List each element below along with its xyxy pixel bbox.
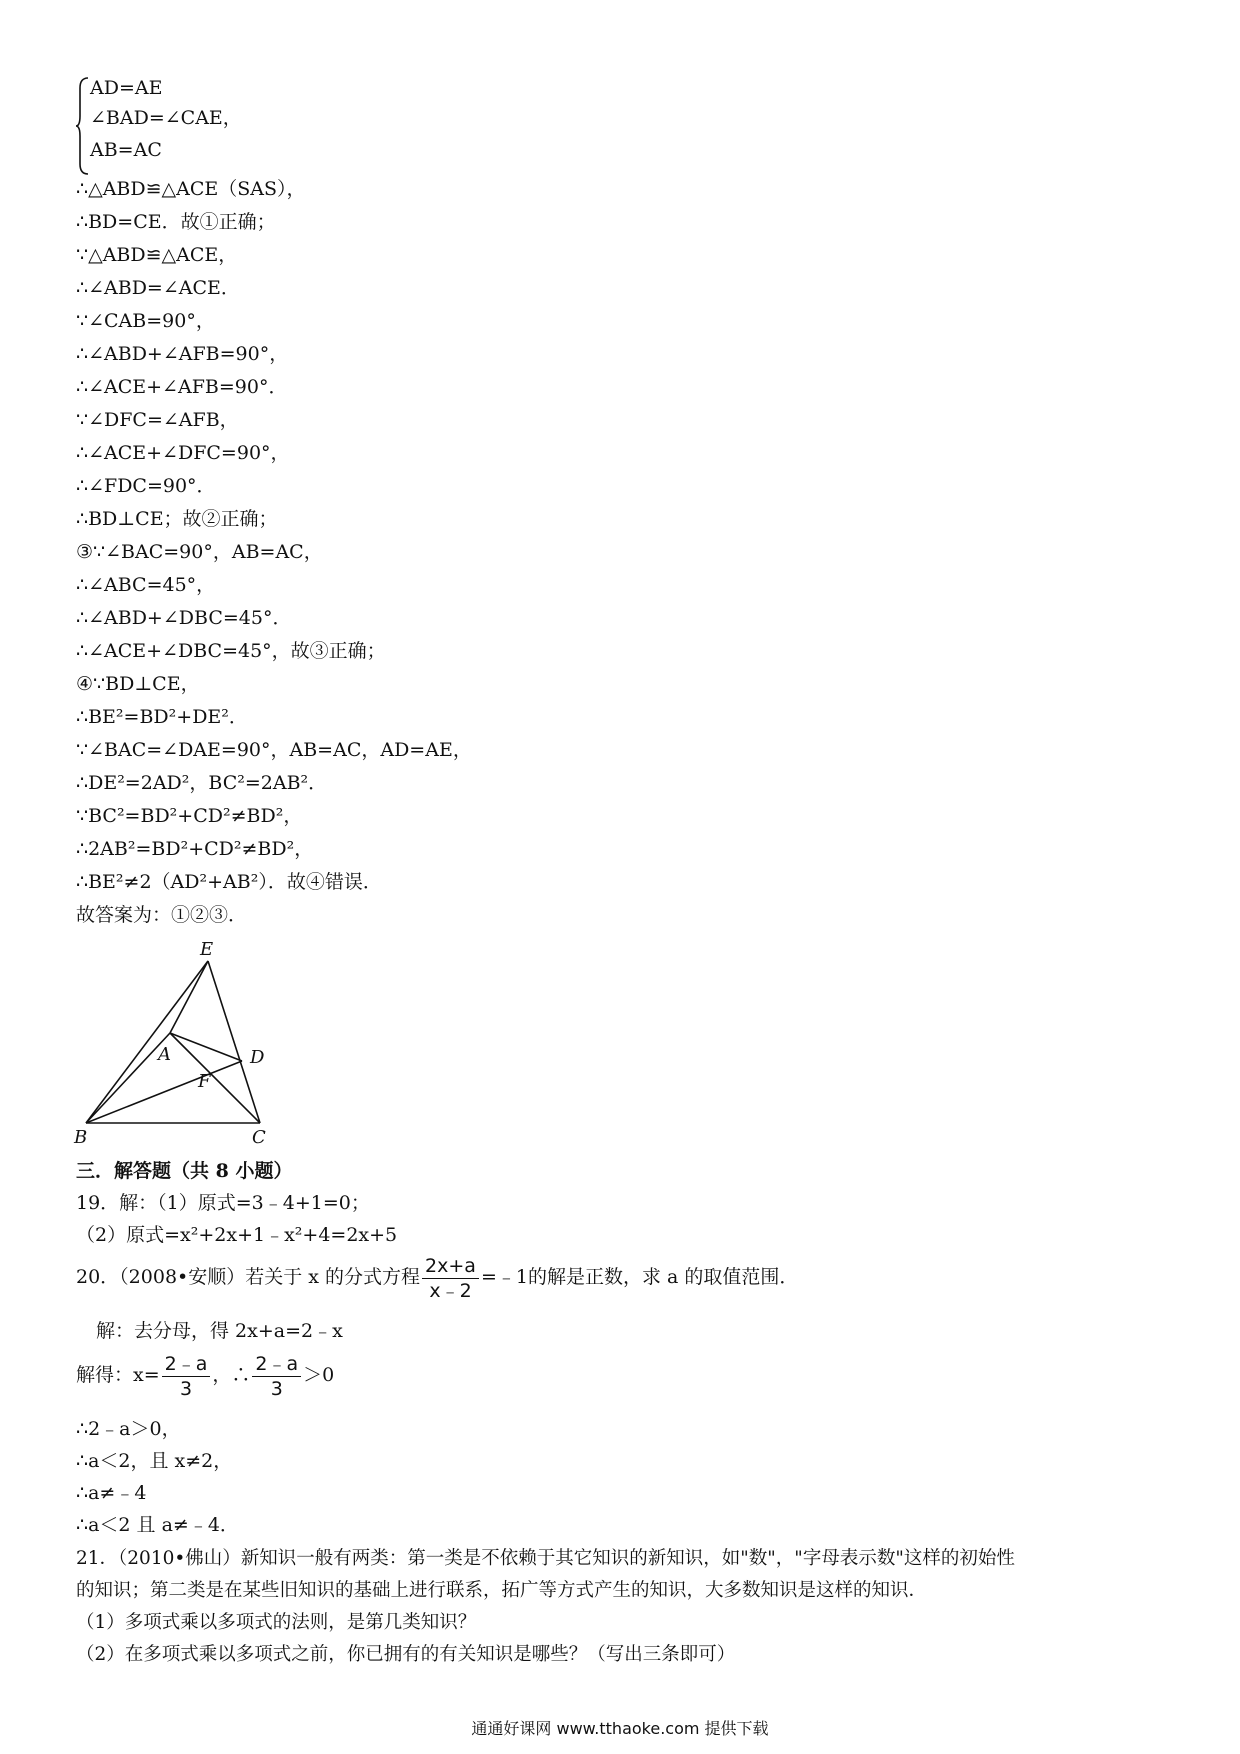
section-heading: 三．解答题（共 8 小题） <box>76 1160 293 1182</box>
page-footer: 通通好课网 www.tthaoke.com 提供下载 <box>471 1719 769 1738</box>
q20-sol2-fraction-2 <box>252 1352 301 1401</box>
proof-line: ∴DE²=2AD²，BC²=2AB²． <box>76 772 328 794</box>
q19-line-2: （2）原式=x²+2x+1﹣x²+4=2x+5 <box>76 1224 398 1246</box>
segment-EC <box>208 961 260 1123</box>
q21-line-4: （2）在多项式乘以多项式之前，你已拥有的有关知识是哪些？（写出三条即可） <box>76 1644 736 1665</box>
q20-solution-5: ∴a≠﹣4 <box>76 1482 147 1504</box>
proof-line: ∴BE²=BD²+DE²． <box>76 706 248 728</box>
segment-AC <box>170 1033 260 1123</box>
label-D: D <box>250 1047 265 1068</box>
q20-solution-6: ∴a＜2 且 a≠﹣4． <box>76 1514 239 1536</box>
proof-line: ∴∠ABD+∠AFB=90°， <box>76 343 289 365</box>
proof-line: ∴∠ABC=45°， <box>76 574 216 596</box>
proof-line: ∴∠ACE+∠DFC=90°， <box>76 442 290 464</box>
q20-sol2-mid: ，∴ <box>212 1364 251 1386</box>
segment-AD <box>170 1033 242 1061</box>
proof-line: ∵△ABD≌△ACE， <box>76 244 238 266</box>
q20-solution-2 <box>76 1350 334 1401</box>
q21-line-3: （1）多项式乘以多项式的法则，是第几类知识？ <box>76 1612 477 1633</box>
geometry-figure <box>72 935 312 1149</box>
segment-AE <box>170 961 208 1033</box>
proof-line: ∴BE²≠2（AD²+AB²）．故④错误． <box>76 871 382 893</box>
equation-system <box>76 76 336 176</box>
q20-solution-3: ∴2﹣a＞0， <box>76 1418 181 1440</box>
proof-line: ∵∠DFC=∠AFB， <box>76 409 239 431</box>
proof-line: ∴BD=CE．故①正确； <box>76 211 276 233</box>
proof-line: ∴△ABD≌△ACE（SAS）， <box>76 178 306 200</box>
label-F: F <box>198 1071 211 1092</box>
left-brace-icon <box>76 76 90 176</box>
q20-sol2-prefix: 解得：x= <box>76 1364 160 1386</box>
q20-frac-den: x﹣2 <box>429 1279 472 1302</box>
q20-question <box>76 1252 798 1303</box>
system-row-1: AD=AE <box>90 77 163 99</box>
triangle-diagram <box>72 935 312 1145</box>
system-row-3: AB=AC <box>90 139 162 161</box>
proof-line: ③∵∠BAC=90°，AB=AC， <box>76 541 323 563</box>
proof-line: ∴BD⊥CE；故②正确； <box>76 508 278 530</box>
q20-sol2-den-2: 3 <box>270 1377 283 1400</box>
q20-prefix: 20．（2008•安顺）若关于 x 的分式方程 <box>76 1266 421 1288</box>
label-A: A <box>158 1044 171 1065</box>
system-row-2: ∠BAD=∠CAE， <box>90 107 242 129</box>
q20-solution-1: 解：去分母，得 2x+a=2﹣x <box>96 1320 343 1342</box>
q20-sol2-fraction <box>162 1352 211 1401</box>
label-B: B <box>74 1127 88 1145</box>
q20-fraction <box>422 1254 479 1303</box>
q20-sol2-suffix: ＞0 <box>303 1364 335 1386</box>
proof-line: ④∵BD⊥CE， <box>76 673 200 695</box>
proof-line: ∴∠ABD=∠ACE． <box>76 277 240 299</box>
proof-line: ∴∠ACE+∠AFB=90°． <box>76 376 288 398</box>
label-E: E <box>200 939 214 960</box>
proof-line: ∵BC²=BD²+CD²≠BD²， <box>76 805 303 827</box>
answer-line: 故答案为：①②③． <box>76 904 248 926</box>
proof-line: ∴∠ACE+∠DBC=45°，故③正确； <box>76 640 386 662</box>
label-C: C <box>252 1127 266 1145</box>
q19-line-1: 19．解：（1）原式=3﹣4+1=0； <box>76 1192 370 1214</box>
q20-sol2-num: 2﹣a <box>162 1352 211 1377</box>
q20-solution-4: ∴a＜2，且 x≠2， <box>76 1450 233 1472</box>
q21-line-1: 21．（2010•佛山）新知识一般有两类：第一类是不依赖于其它知识的新知识，如"数"，"字母表示数"这样的初始性 <box>76 1548 1015 1569</box>
q20-sol2-den: 3 <box>179 1377 193 1400</box>
q21-line-2: 的知识；第二类是在某些旧知识的基础上进行联系，拓广等方式产生的知识，大多数知识是这样的知识． <box>76 1580 928 1601</box>
q20-frac-num: 2x+a <box>422 1254 479 1279</box>
proof-line: ∵∠CAB=90°， <box>76 310 215 332</box>
q20-sol2-num-2: 2﹣a <box>252 1352 301 1377</box>
proof-line: ∴∠FDC=90°． <box>76 475 216 497</box>
proof-line: ∴2AB²=BD²+CD²≠BD²， <box>76 838 314 860</box>
proof-line: ∴∠ABD+∠DBC=45°． <box>76 607 292 629</box>
proof-line: ∵∠BAC=∠DAE=90°，AB=AC，AD=AE， <box>76 739 472 761</box>
q20-suffix: =﹣1的解是正数，求 a 的取值范围． <box>480 1266 799 1288</box>
